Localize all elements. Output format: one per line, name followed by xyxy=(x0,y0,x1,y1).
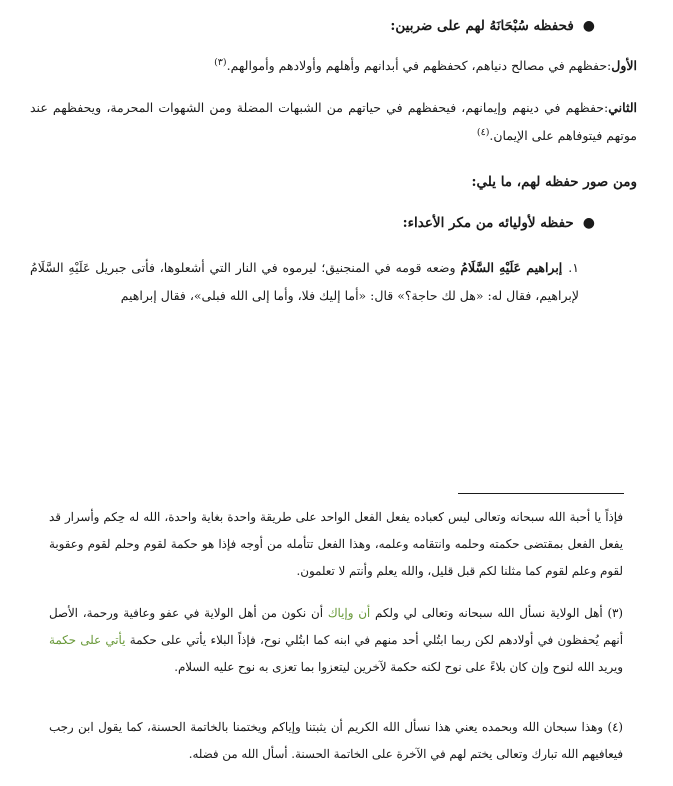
second-label: الثاني xyxy=(608,100,637,115)
paragraph-second xyxy=(30,94,637,150)
footnote-continuation: فإذاً يا أحبة الله سبحانه وتعالى ليس كعباده يفعل الفعل الواحد على طريقة واحدة بغاية واحدة، الله له حِكم وأسرار قد يفعل الفعل بمقتضى حكمته وحلمه وانتقامه وعلمه، وهذا الفعل تتأمله من أوجه فإذا هو حكمة لقوم وحلم لقوم وعقوبة لقوم وعلم لقوم كما مثلنا لكم قبل قليل، والله يعلم وأنتم لا تعلمون. xyxy=(49,510,623,578)
footnote-ref-3: (٣) xyxy=(214,57,227,68)
first-text: :حفظهم في مصالح دنياهم، كحفظهم في أبدانهم وأهلهم وأولادهم وأموالهم. xyxy=(226,58,612,73)
bullet-icon: ● xyxy=(582,18,595,34)
first-label: الأول xyxy=(611,58,637,73)
footnote-3-highlight-1: أن وإياك xyxy=(327,606,371,620)
bullet-line-two-types xyxy=(390,16,595,36)
bullet-line-protection xyxy=(403,213,595,233)
footnote-number: (٤) xyxy=(607,720,624,734)
footnote-4-text: وهذا سبحان الله وبحمده يعني هذا نسأل الله الكريم أن يثبتنا وإياكم ويختمنا بالخاتمة الحسنة، كما يقول ابن رجب فيعافيهم الله تبارك وتعالى يختم لهم في الآخرة على الخاتمة الحسنة. أسأل الله من فضله. xyxy=(49,720,623,761)
footnote-3-highlight-2: يأتي على حكمة xyxy=(49,633,126,647)
item-number: ١. xyxy=(568,260,579,275)
footnote-number: (٣) xyxy=(607,606,623,620)
numbered-item-1 xyxy=(30,254,579,310)
item-name: إبراهيم عَلَيْهِ السَّلَامُ xyxy=(460,260,563,275)
footnote-3 xyxy=(49,600,623,681)
footnote-3-part1: أهل الولاية نسأل الله سبحانه وتعالى لي ولكم xyxy=(374,606,603,620)
bullet-text: حفظه لأوليائه من مكر الأعداء: xyxy=(402,215,574,231)
second-text: :حفظهم في دينهم وإيمانهم، فيحفظهم في حياتهم من الشبهات المضلة ومن الشهوات المحرمة، ويحفظهم عند موتهم فيتوفاهم على الإيمان. xyxy=(30,100,637,143)
footnote-3-part2: أن نكون من أهل الولاية في عفو وعافية ورحمة، الأصل أنهم يُحفظون في أولادهم لكن ربما ابتُلي أحد منهم في ابنه كما ابتُلي نوح، فإذاً البلاء يأتي على حكمة xyxy=(49,606,623,647)
footnote-3-part3: ويريد الله لنوح وإن كان بلاءً على نوح لكنه حكمة لآخرين ليتعزوا بما تعزى به نوح عليه السلام. xyxy=(174,660,623,674)
footnote-4 xyxy=(49,714,623,768)
bullet-icon: ● xyxy=(582,215,595,231)
footnote-ref-4: (٤) xyxy=(476,127,490,138)
footnote-separator xyxy=(458,493,624,494)
section-heading: ومن صور حفظه لهم، ما يلي: xyxy=(471,174,637,190)
item-text: وضعه قومه في المنجنيق؛ ليرموه في النار التي أشعلوها، فأتى جبريل عَلَيْهِ السَّلَامُ لإبراهيم، فقال له: «هل لك حاجة؟» قال: «أما إليك فلا، وأما إلى الله فبلى»، فقال إبراهيم xyxy=(30,260,579,303)
paragraph-first xyxy=(30,52,637,80)
bullet-text: فحفظه سُبْحَانَهُ لهم على ضربين: xyxy=(390,18,574,34)
